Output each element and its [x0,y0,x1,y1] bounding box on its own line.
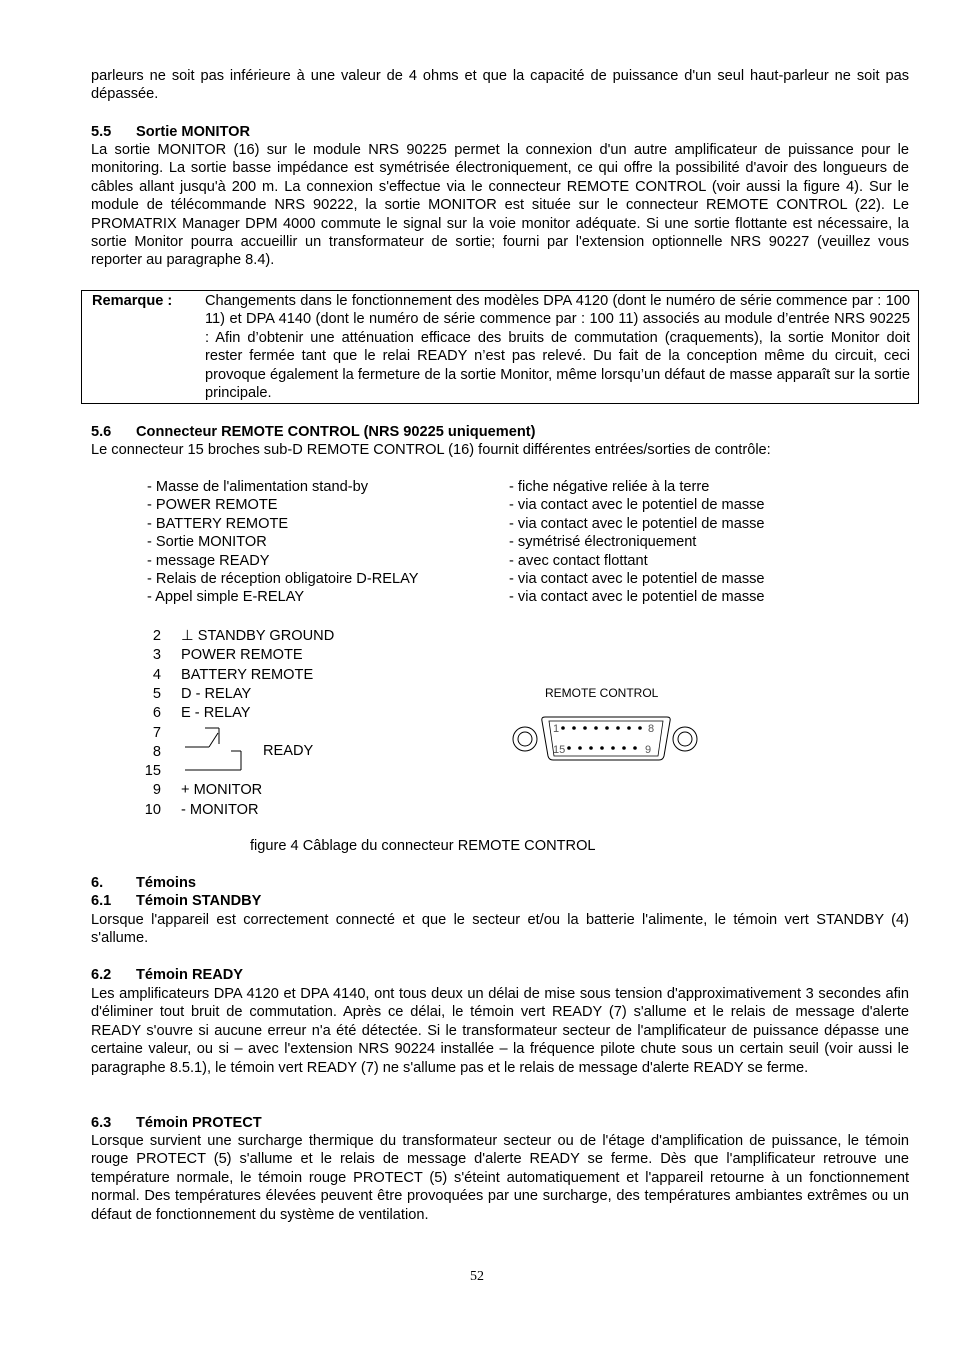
list-item: - message READY [147,552,270,569]
list-item: - via contact avec le potentiel de masse [509,497,765,514]
pin-row [141,685,541,704]
pin-8-label: 8 [648,723,655,735]
section-6-heading [91,874,196,892]
pin-number: 2 [152,628,161,644]
section-number: 5.5 [91,124,112,140]
section-5-5-heading [91,123,250,141]
ready-label: READY [263,743,314,759]
list-item: - Sortie MONITOR [147,534,267,551]
pin-label: BATTERY REMOTE [181,666,314,683]
pin-number: 4 [152,666,161,683]
pin-label: D - RELAY [181,685,252,702]
section-number: 6.3 [91,1115,112,1131]
pin-number: 15 [144,763,161,780]
connector-label: REMOTE CONTROL [545,686,659,700]
section-title: Témoins [136,875,197,891]
pin-row [141,627,541,646]
list-item: - Masse de l'alimentation stand-by [147,479,368,495]
list-item: - Relais de réception obligatoire D-RELAY [147,571,419,588]
pin-label: ⊥ STANDBY GROUND [181,628,335,644]
pin-row [141,646,541,665]
pin-number: 5 [152,685,161,702]
pin-9-label: 9 [645,744,652,756]
io-list-left [147,478,418,607]
section-5-5-body: La sortie MONITOR (16) sur le module NRS 90225 permet la connexion d'un autre amplificateur de puissance pour le monitoring. La sortie basse impédance est symétrisée électroniquement, ce qui offre la possibilité d'avoir des longueurs de câbles allant jusqu'à 200 m. La connexion s'effectue via le connecteur REMOTE CONTROL (voir aussi la figure 4). Sur le module de télécommande NRS 90222, la sortie MONITOR est située sur le connecteur REMOTE CONTROL (22). Le PROMATRIX Manager DPM 4000 commute le signal sur la voie monitor adéquate. Si une sortie flottante est nécessaire, la sortie Monitor pourra accueillir un transformateur de sortie; fourni par l'extension optionnelle NRS 90227 (veuillez vous reporter au paragraphe 8.4). [91,142,909,269]
pin-number: 6 [152,705,161,722]
section-title: Témoin PROTECT [136,1115,262,1131]
relay-contact-symbol [181,725,251,775]
pin-number: 8 [152,743,161,760]
pin-number: 10 [144,801,161,818]
pin-row [141,781,541,800]
list-item: - symétrisé électroniquement [509,534,697,551]
list-item: - via contact avec le potentiel de masse [509,571,765,588]
section-title: Témoin READY [136,967,244,983]
pin-row [141,704,541,723]
section-title: Connecteur REMOTE CONTROL (NRS 90225 uniquement) [136,424,536,440]
section-5-6-heading [91,423,535,441]
section-number: 6. [91,875,104,891]
pin-number: 3 [152,647,161,664]
intro-paragraph: parleurs ne soit pas inférieure à une valeur de 4 ohms et que la capacité de puissance d'un seul haut-parleur ne soit pas dépassée. [91,68,909,103]
list-item: - BATTERY REMOTE [147,515,289,532]
section-5-6-body: Le connecteur 15 broches sub-D REMOTE CONTROL (16) fournit différentes entrées/sorties de contrôle: [91,442,771,458]
pin-row [141,801,541,820]
section-6-3-heading [91,1114,262,1132]
section-6-2-heading [91,966,243,984]
pin-number: 7 [152,724,161,741]
section-number: 6.1 [91,893,112,909]
section-6-1-body: Lorsque l'appareil est correctement connecté et que le secteur et/ou la batterie l'alimente, le témoin vert STANDBY (4) s'allume. [91,912,909,947]
section-6-3-body: Lorsque survient une surcharge thermique du transformateur secteur ou de l'étage d'amplification de puissance, le témoin rouge PROTECT (5) s'allume et le relais de message d'alerte READY se ferme. Dès que l'amplificateur retrouve une température normale, le témoin rouge PROTECT (5) s'éteint automatiquement et l'appareil retourne à un fonctionnement normal. Des températures élevées peuvent être provoquées par une surcharge, des températures ambiantes extrêmes ou un défaut de fonctionnement du système de ventilation. [91,1133,909,1223]
io-list-right [509,478,765,607]
pin-label: - MONITOR [181,801,259,818]
pin-label: E - RELAY [181,705,251,722]
section-6-2-body: Les amplificateurs DPA 4120 et DPA 4140, ont tous deux un délai de mise sous tension d'approximativement 3 secondes afin d'éliminer tout bruit de commutation. Après ce délai, le témoin vert READY (7) s'allume et le relais de message d'alerte READY s'ouvre si aucune erreur n'a été détectée. Si le transformateur secteur de l'amplificateur de puissance dépasse une certaine valeur, ou si – avec l'extension NRS 90224 installée – la fréquence pilote chute sous un certain seuil (voir aussi le paragraphe 8.5.1), le témoin vert READY (7) ne s'allume pas et le relais de message d'alerte READY se ferme. [91,986,909,1076]
list-item: - avec contact flottant [509,552,648,569]
page-number: 52 [470,1269,484,1284]
remark-label: Remarque : [92,293,173,309]
pin-label: + MONITOR [181,782,263,799]
section-title: Témoin STANDBY [136,893,262,909]
section-number: 6.2 [91,967,112,983]
list-item: - Appel simple E-RELAY [147,589,305,606]
pin-row [141,666,541,685]
section-6-1-heading [91,892,261,910]
section-number: 5.6 [91,424,112,440]
list-item: - via contact avec le potentiel de masse [509,515,765,532]
remark-text: Changements dans le fonctionnement des modèles DPA 4120 (dont le numéro de série commence par : 100 11) et DPA 4140 (dont le numéro de série commence par : 100 11) associés au module d’entrée NRS 90225 : Afin d’obtenir une atténuation efficace des bruits de commutation (craquements), la sortie Monitor doit rester fermée tant que le relai READY n’est pas relevé. Du fait de la conception même du circuit, ceci provoque également la fermeture de la sortie Monitor, même lorsqu’un défaut de masse apparaît sur la sortie principale. [205,293,910,402]
pin-number: 9 [152,782,161,799]
pin-15-label: 15 [553,744,566,756]
pin-label: POWER REMOTE [181,647,303,664]
list-item: - fiche négative reliée à la terre [509,479,710,495]
remark-box [81,290,919,404]
figure-caption: figure 4 Câblage du connecteur REMOTE CONTROL [250,838,596,854]
list-item: - POWER REMOTE [147,497,278,514]
pin-1-label: 1 [553,723,560,735]
section-title: Sortie MONITOR [136,124,251,140]
db15-connector-icon [511,712,701,764]
list-item: - via contact avec le potentiel de masse [509,589,765,606]
